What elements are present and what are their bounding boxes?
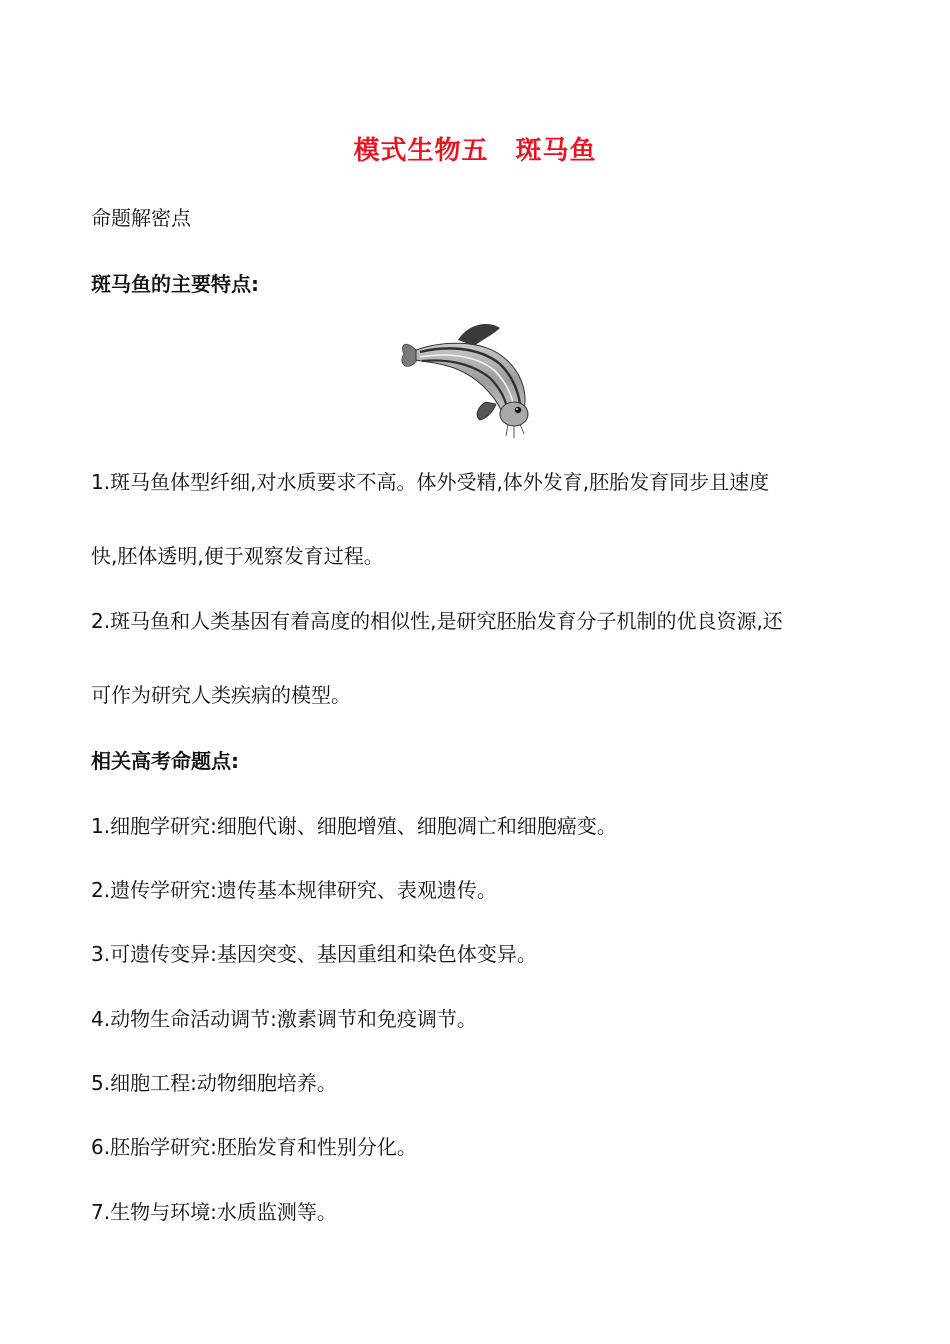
exam-point-5: 5.细胞工程:动物细胞培养。 bbox=[91, 1071, 337, 1095]
section-heading-features: 斑马鱼的主要特点: bbox=[91, 272, 259, 296]
exam-point-2: 2.遗传学研究:遗传基本规律研究、表观遗传。 bbox=[91, 878, 497, 902]
exam-point-1: 1.细胞学研究:细胞代谢、细胞增殖、细胞凋亡和细胞癌变。 bbox=[91, 814, 617, 838]
page-title: 模式生物五 斑马鱼 bbox=[353, 136, 597, 166]
feature-line-4: 可作为研究人类疾病的模型。 bbox=[91, 683, 351, 707]
exam-point-3: 3.可遗传变异:基因突变、基因重组和染色体变异。 bbox=[91, 942, 537, 966]
zebrafish-illustration bbox=[398, 320, 553, 442]
feature-line-1: 1.斑马鱼体型纤细,对水质要求不高。体外受精,体外发育,胚胎发育同步且速度 bbox=[91, 470, 770, 494]
feature-line-2: 快,胚体透明,便于观察发育过程。 bbox=[91, 544, 384, 568]
subtitle: 命题解密点 bbox=[91, 206, 191, 230]
exam-point-6: 6.胚胎学研究:胚胎发育和性别分化。 bbox=[91, 1135, 417, 1159]
exam-point-7: 7.生物与环境:水质监测等。 bbox=[91, 1200, 337, 1224]
section-heading-exam-points: 相关高考命题点: bbox=[91, 749, 239, 773]
exam-point-4: 4.动物生命活动调节:激素调节和免疫调节。 bbox=[91, 1007, 477, 1031]
feature-line-3: 2.斑马鱼和人类基因有着高度的相似性,是研究胚胎发育分子机制的优良资源,还 bbox=[91, 609, 783, 633]
